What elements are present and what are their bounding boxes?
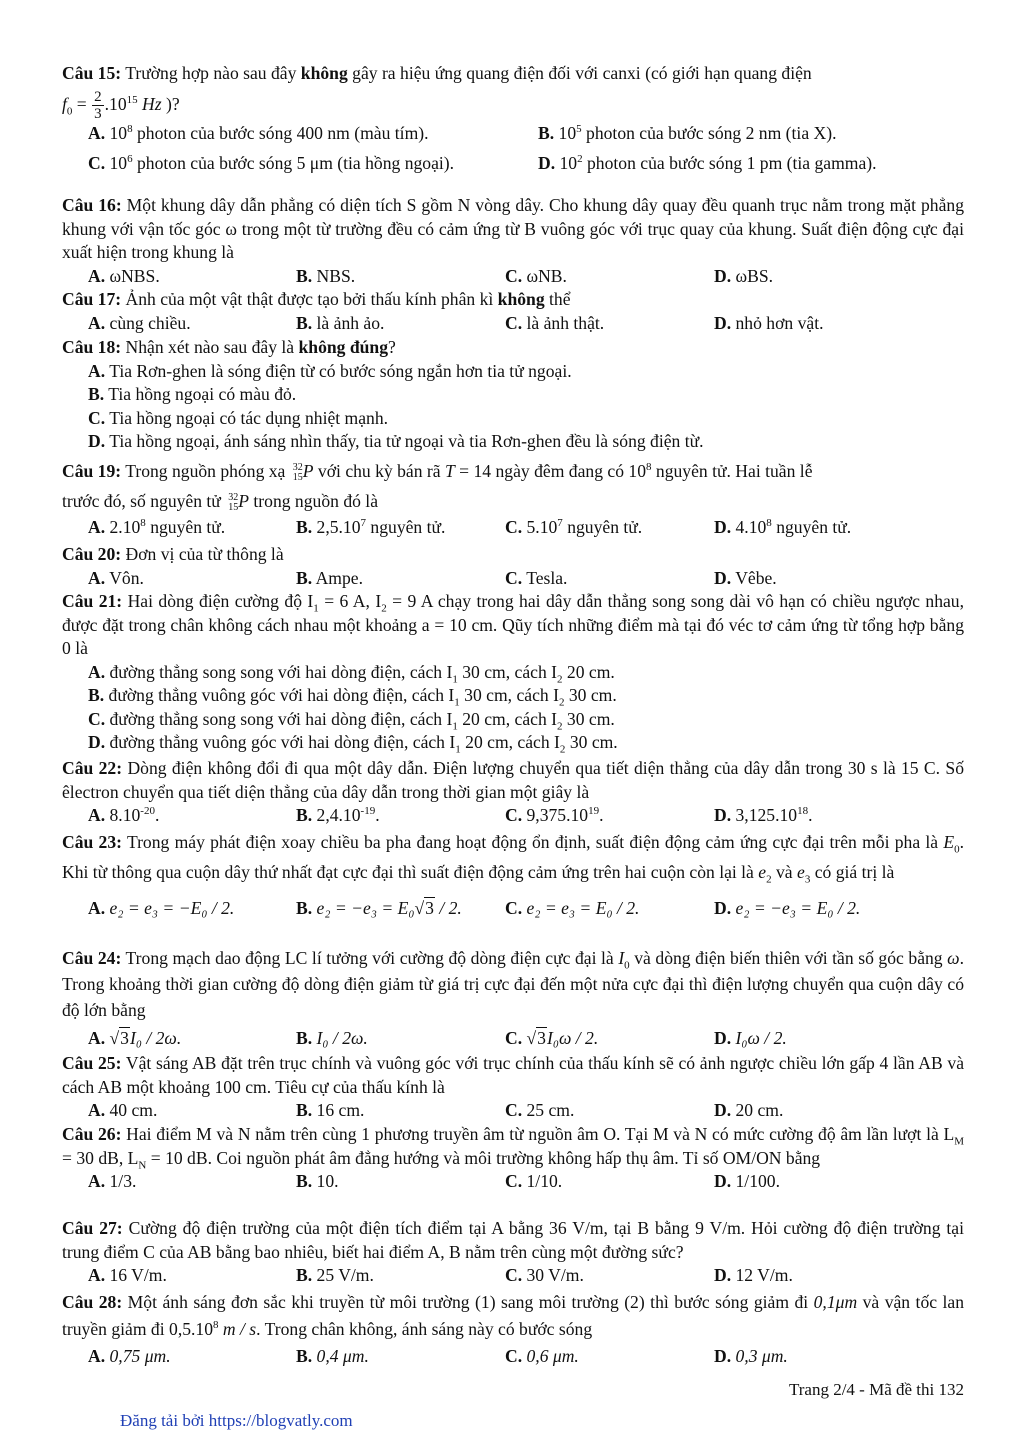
question-24: Câu 24: Trong mạch dao động LC lí tưởng với cường độ dòng điện cực đại là $I_0$ và dòng điện biến thiên với tần số góc bằng ω. Trong khoảng thời gian cường độ dòng điện giảm từ giá trị cực đại đến một nửa cực đại thì điện lượng chuyển qua cuộn dây có độ lớn bằng A. √3I₀ / 2ω. B. I₀ / 2ω. C. √3I₀ω / 2. D. I₀ω / 2. (62, 945, 964, 1057)
option-d: D. nhỏ hơn vật. (714, 312, 824, 333)
nuclide-notation: 32 15 (292, 461, 303, 483)
question-16: Câu 16: Một khung dây dẫn phẳng có diện tích S gồm N vòng dây. Cho khung dây quay đều quanh trục nằm trong mặt phẳng khung với vận tốc góc ω trong một từ trường đều có cảm ứng từ B vuông góc với trục quay của khung. Suất điện động cực đại xuất hiện trong khung là A. ωNBS. B. NBS. C. ωNB. D. ωBS. (62, 194, 964, 288)
option-b: B. 2,5.10$^7$ nguyên tử. (296, 517, 446, 537)
question-15: Câu 15: Trường hợp nào sau đây không gây ra hiệu ứng quang điện đối với canxi (có giới hạn quang điện $f_0$ = $\frac{2}{3}$ $.10^{15}$ Hz )? A. $10^8$ photon của bước sóng 400 nm (màu tím). B. $10^5$ photon của bước sóng 2 nm (tia X). C. $10^6$ photon của bước sóng 5 μm (tia hồng ngoại). D. $10^2$ photon của bước sóng 1 pm (tia gamma). (62, 62, 964, 182)
option-b: B. 10. (296, 1171, 339, 1191)
option-d: D. Tia hồng ngoại, ánh sáng nhìn thấy, tia tử ngoại và tia Rơn-ghen đều là sóng điện từ. (88, 431, 704, 451)
option-a: A. 2.10$^8$ nguyên tử. (88, 517, 226, 537)
options-row (62, 1343, 964, 1373)
option-d: D. 20 cm. (714, 1100, 784, 1120)
options-row (62, 804, 964, 828)
option-c: C. Tia hồng ngoại có tác dụng nhiệt mạnh. (88, 407, 389, 428)
question-27: Câu 27: Cường độ điện trường của một điện tích điểm tại A bằng 36 V/m, tại B bằng 9 V/m. Hỏi cường độ điện trường tại trung điểm C của AB bằng bao nhiêu, biết hai điểm A, B nằm trên cùng một đường sức? A. 16 V/m. B. 25 V/m. C. 30 V/m. D. 12 V/m. (62, 1217, 964, 1288)
options-row (62, 516, 964, 546)
question-17: Câu 17: Ảnh của một vật thật được tạo bởi thấu kính phân kì không thể A. cùng chiều. B. là ảnh ảo. C. là ảnh thật. D. nhỏ hơn vật. (62, 288, 964, 335)
option-b: B. Ampe. (296, 567, 363, 588)
question-22: Câu 22: Dòng điện không đổi đi qua một dây dẫn. Điện lượng chuyển qua tiết diện thẳng của dây dẫn trong 30 s là 15 C. Số êlectron chuyển qua tiết diện thẳng của dây dẫn trong thời gian một giây là A. $8.10^{-20}$. B. $2,4.10^{-19}$. C. 9,375.10$^{19}$. D. 3,125.10$^{18}$. (62, 757, 964, 828)
option-d: D. I₀ω / 2. (714, 1028, 787, 1048)
option-a: A. 1/3. (88, 1171, 137, 1191)
option-b: B. là ảnh ảo. (296, 312, 385, 333)
options-row (62, 1099, 964, 1123)
option-d: D. 1/100. (714, 1171, 780, 1191)
option-d: D. 3,125.10$^{18}$. (714, 805, 813, 825)
option-c: C. √3I₀ω / 2. (505, 1028, 599, 1048)
formula-line: $f_0$ = $\frac{2}{3}$ $.10^{15}$ Hz )? (62, 88, 180, 122)
options-row (62, 265, 964, 289)
option-d: D. ωBS. (714, 265, 774, 286)
question-25: Câu 25: Vật sáng AB đặt trên trục chính và vuông góc với trục chính của thấu kính sẽ có ảnh ngược chiều lớn gấp 4 lần AB và cách AB một khoảng 100 cm. Tiêu cự của thấu kính là A. 40 cm. B. 16 cm. C. 25 cm. D. 20 cm. (62, 1052, 964, 1123)
option-b: B. 0,4 μm. (296, 1346, 369, 1366)
source-credit-link[interactable]: Đăng tải bởi https://blogvatly.com (120, 1411, 353, 1430)
option-c: C. e₂ = e₃ = E₀ / 2. (505, 898, 640, 918)
question-19: Câu 19: Trong nguồn phóng xạ 32 15 P với chu kỳ bán rã T = 14 ngày đêm đang có $10^8$ nguyên tử. Hai tuần lễ trước đó, số nguyên tử 32 15 P trong nguồn đó là A. 2.10$^8$ nguyên tử. B. 2,5.10$^7$ nguyên tử. C. 5.10$^7$ nguyên tử. D. 4.10$^8$ nguyên tử. (62, 456, 964, 546)
option-b: B. $10^5$ photon của bước sóng 2 nm (tia X). (538, 122, 837, 143)
option-a: A. cùng chiều. (88, 312, 191, 333)
options-row (62, 567, 964, 591)
option-a: A. ωNBS. (88, 265, 160, 286)
option-d: D. đường thẳng vuông góc với hai dòng điện, cách $I_1$ 20 cm, cách $I_2$ 30 cm. (88, 732, 618, 756)
option-b: B. NBS. (296, 265, 356, 286)
option-a: A. 0,75 μm. (88, 1346, 171, 1366)
nuclide-notation: 32 15 (228, 491, 239, 513)
option-a: A. đường thẳng song song với hai dòng điện, cách $I_1$ 30 cm, cách $I_2$ 20 cm. (88, 661, 615, 686)
option-d: D. Vêbe. (714, 567, 777, 588)
option-a: A. Tia Rơn-ghen là sóng điện từ có bước sóng ngắn hơn tia tử ngoại. (88, 360, 572, 381)
option-b: B. I₀ / 2ω. (296, 1028, 368, 1048)
option-d: D. 12 V/m. (714, 1265, 793, 1285)
option-a: A. Vôn. (88, 567, 144, 588)
option-c: C. Tesla. (505, 567, 568, 588)
question-label: Câu 15: (62, 63, 122, 83)
question-23: Câu 23: Trong máy phát điện xoay chiều ba pha đang hoạt động ổn định, suất điện động cảm ứng cực đại trên mỗi pha là $E_0$. Khi từ thông qua cuộn dây thứ nhất đạt cực đại thì suất điện động cảm ứng trên hai cuộn còn lại là $e_2$ và $e_3$ có giá trị là A. e₂ = e₃ = −E₀ / 2. B. e₂ = −e₃ = E₀√3 / 2. C. e₂ = e₃ = E₀ / 2. D. e₂ = −e₃ = E₀ / 2. (62, 827, 964, 923)
option-c: C. $10^6$ photon của bước sóng 5 μm (tia hồng ngoại). (88, 152, 455, 173)
options-row (62, 893, 964, 923)
options-row (62, 152, 964, 182)
question-20: Câu 20: Đơn vị của từ thông là A. Vôn. B. Ampe. C. Tesla. D. Vêbe. (62, 543, 964, 590)
question-26: Câu 26: Hai điểm M và N nằm trên cùng 1 phương truyền âm từ nguồn âm O. Tại M và N có mức cường độ âm lần lượt là $L_M = 30$ dB, $L_N = 10$ dB. Coi nguồn phát âm đẳng hướng và môi trường không hấp thụ âm. Tỉ số OM/ON bằng A. 1/3. B. 10. C. 1/10. D. 1/100. (62, 1123, 964, 1194)
page-footer: Trang 2/4 - Mã đề thi 132 (788, 1380, 964, 1399)
option-c: C. 9,375.10$^{19}$. (505, 805, 604, 825)
option-c: C. 0,6 μm. (505, 1346, 579, 1366)
option-b: B. 16 cm. (296, 1100, 365, 1120)
option-b: B. $2,4.10^{-19}$. (296, 805, 380, 825)
fraction: $\frac{2}{3}$ (94, 88, 102, 122)
option-d: D. 0,3 μm. (714, 1346, 788, 1366)
option-c: C. 5.10$^7$ nguyên tử. (505, 517, 643, 537)
question-28: Câu 28: Một ánh sáng đơn sắc khi truyền từ môi trường (1) sang môi trường (2) thì bước sóng giảm đi 0,1μm và vận tốc lan truyền giảm đi 0,5.10$^8$ m / s. Trong chân không, ánh sáng này có bước sóng A. 0,75 μm. B. 0,4 μm. C. 0,6 μm. D. 0,3 μm. (62, 1289, 964, 1373)
option-d: D. e₂ = −e₃ = E₀ / 2. (714, 898, 861, 918)
option-b: B. 25 V/m. (296, 1265, 374, 1285)
option-a: A. $10^8$ photon của bước sóng 400 nm (màu tím). (88, 122, 429, 143)
option-a: A. $8.10^{-20}$. (88, 805, 160, 825)
option-b: B. đường thẳng vuông góc với hai dòng điện, cách $I_1$ 30 cm, cách $I_2$ 30 cm. (88, 685, 617, 709)
option-d: D. $10^2$ photon của bước sóng 1 pm (tia gamma). (538, 152, 877, 173)
option-a: A. √3I₀ / 2ω. (88, 1028, 182, 1048)
option-c: C. đường thẳng song song với hai dòng điện, cách $I_1$ 20 cm, cách $I_2$ 30 cm. (88, 708, 615, 733)
options-row (62, 1170, 964, 1194)
options-row (62, 312, 964, 336)
option-b: B. e₂ = −e₃ = E₀√3 / 2. (296, 898, 462, 918)
option-c: C. 30 V/m. (505, 1265, 584, 1285)
option-c: C. là ảnh thật. (505, 312, 605, 333)
question-21: Câu 21: Hai dòng điện cường độ $I_1 = 6$ A, $I_2 = 9$ A chạy trong hai dây dẫn thẳng song song dài vô hạn có chiều ngược nhau, được đặt trong chân không cách nhau một khoảng a = 10 cm. Qũy tích những điểm mà tại đó véc tơ cảm ứng từ tổng hợp bằng 0 là A. đường thẳng song song với hai dòng điện, cách $I_1$ 30 cm, cách $I_2$ 20 cm. B. đường thẳng vuông góc với hai dòng điện, cách $I_1$ 30 cm, cách $I_2$ 30 cm. C. đường thẳng song song với hai dòng điện, cách $I_1$ 20 cm, cách $I_2$ 30 cm. D. đường thẳng vuông góc với hai dòng điện, cách $I_1$ 20 cm, cách $I_2$ 30 cm. (62, 591, 965, 756)
option-a: A. 16 V/m. (88, 1265, 167, 1285)
option-c: C. ωNB. (505, 265, 567, 286)
options-row (62, 122, 964, 152)
option-c: C. 25 cm. (505, 1100, 575, 1120)
option-c: C. 1/10. (505, 1171, 563, 1191)
question-18: Câu 18: Nhận xét nào sau đây là không đúng? A. Tia Rơn-ghen là sóng điện từ có bước sóng ngắn hơn tia tử ngoại. B. Tia hồng ngoại có màu đỏ. C. Tia hồng ngoại có tác dụng nhiệt mạnh. D. Tia hồng ngoại, ánh sáng nhìn thấy, tia tử ngoại và tia Rơn-ghen đều là sóng điện từ. (62, 336, 964, 454)
options-row (62, 1264, 964, 1288)
option-a: A. 40 cm. (88, 1100, 158, 1120)
option-b: B. Tia hồng ngoại có màu đỏ. (88, 384, 297, 404)
option-d: D. 4.10$^8$ nguyên tử. (714, 517, 852, 537)
option-a: A. e₂ = e₃ = −E₀ / 2. (88, 898, 235, 918)
